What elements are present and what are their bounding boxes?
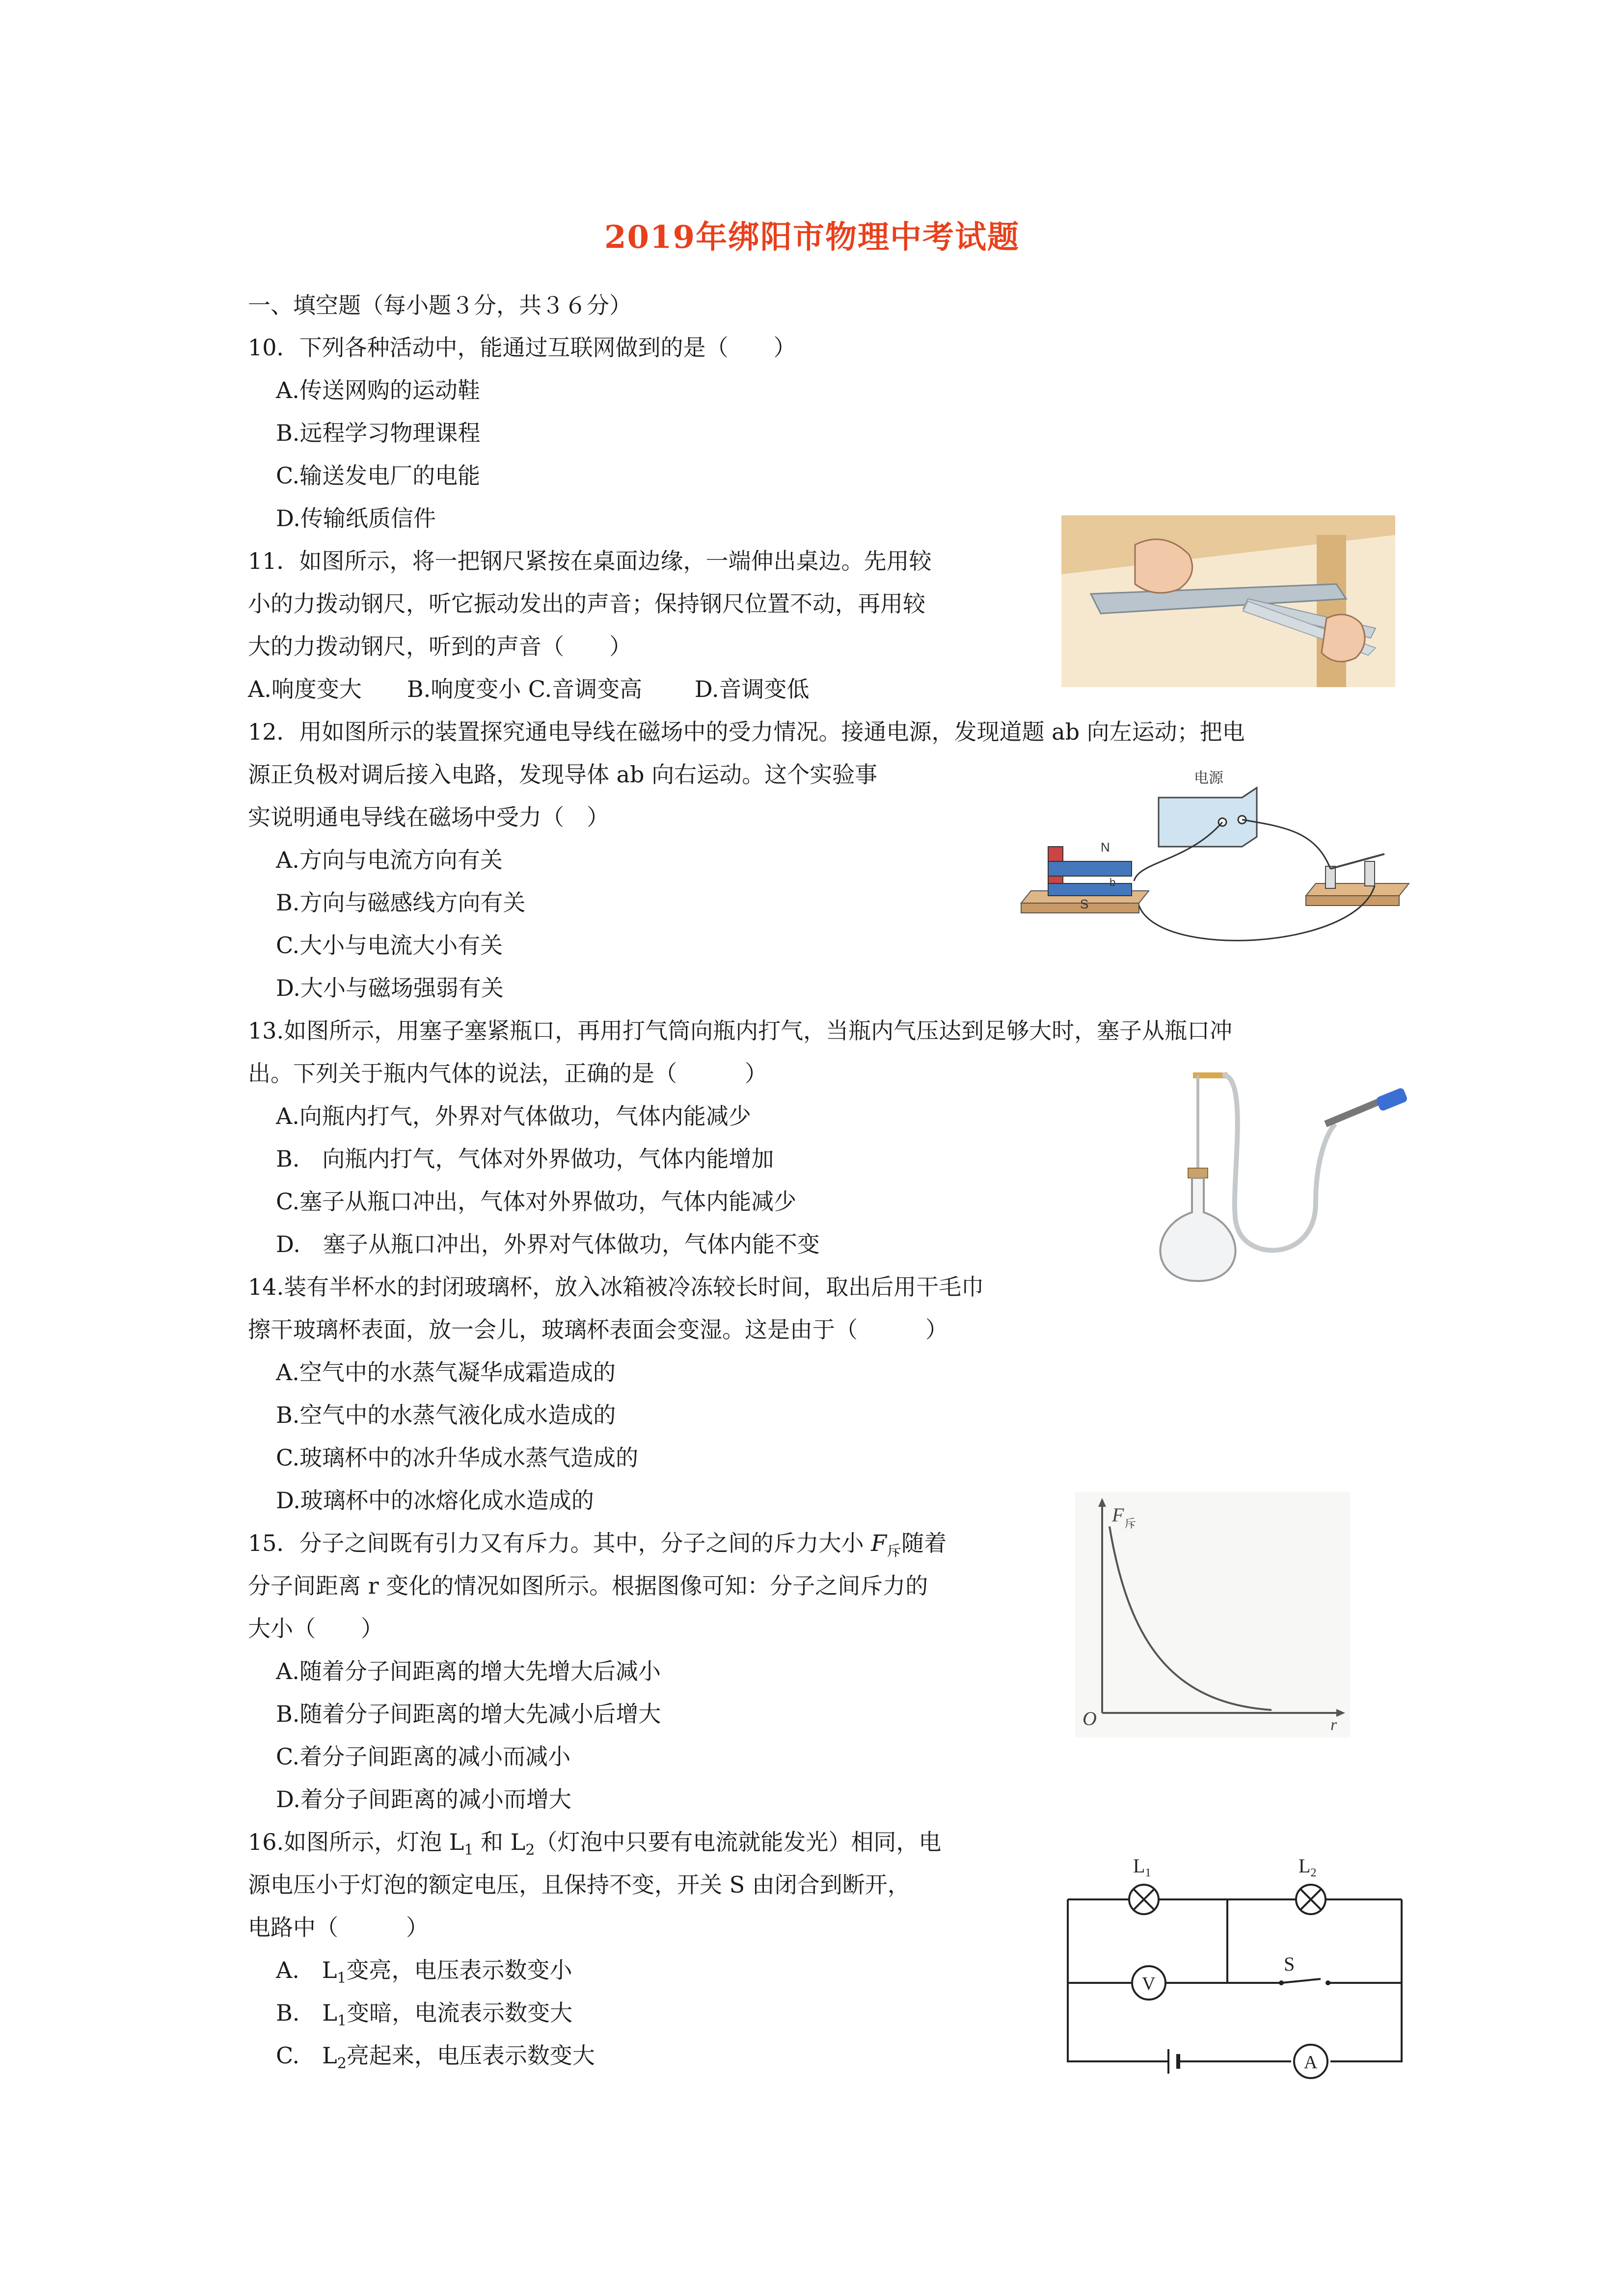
q16-option-c: C. $L_2$亮起来，电压表示数变大 xyxy=(276,2042,595,2073)
switch xyxy=(1326,866,1335,888)
q15-option-a: A.随着分子间距离的增大先增大后减小 xyxy=(276,1658,661,1684)
q16-option-b: B. $L_1$变暗，电流表示数变大 xyxy=(276,2000,573,2030)
q15-option-d: D.着分子间距离的减小而增大 xyxy=(276,1786,571,1813)
q11-line-3: 大的力拨动钢尺，听到的声音（ ） xyxy=(248,633,632,660)
section-heading: 一、填空题（每小题３分，共３６分） xyxy=(248,292,632,319)
ammeter-label: A xyxy=(1304,2052,1318,2073)
b-label: b xyxy=(1110,876,1116,888)
lamp-l2 xyxy=(1296,1885,1326,1914)
origin-label: O xyxy=(1083,1708,1097,1730)
q10-option-a: A.传送网购的运动鞋 xyxy=(276,377,480,403)
q12-line-3: 实说明通电导线在磁场中受力（ ） xyxy=(248,804,609,830)
q13-line-2: 出。下列关于瓶内气体的说法，正确的是（ ） xyxy=(248,1060,767,1087)
ruler-table-figure xyxy=(1061,515,1395,687)
q15-line-1: 15．分子之间既有引力又有斥力。其中，分子之间的斥力大小 $F_斥$随着 xyxy=(248,1530,947,1560)
q10-option-d: D.传输纸质信件 xyxy=(276,505,436,532)
air-pump xyxy=(1326,1099,1384,1124)
q11-line-2: 小的力拨动钢尺，听它振动发出的声音；保持钢尺位置不动，再用较 xyxy=(248,590,925,617)
q10-stem: 10．下列各种活动中，能通过互联网做到的是（ ） xyxy=(248,334,796,361)
q12-option-d: D.大小与磁场强弱有关 xyxy=(276,975,504,1001)
q12-option-a: A.方向与电流方向有关 xyxy=(276,847,503,873)
lamp-l1 xyxy=(1129,1885,1159,1914)
q12-line-2: 源正负极对调后接入电路，发现导体 ab 向右运动。这个实验事 xyxy=(248,761,878,788)
q16-line-3: 电路中（ ） xyxy=(248,1914,429,1941)
q10-option-b: B.远程学习物理课程 xyxy=(276,420,481,446)
magnet-circuit-figure xyxy=(1011,763,1414,969)
circuit-diagram xyxy=(1060,1845,1414,2081)
q14-option-a: A.空气中的水蒸气凝华成霜造成的 xyxy=(276,1359,616,1386)
flask-pump-figure xyxy=(1129,1055,1414,1286)
voltmeter-label: V xyxy=(1142,1974,1156,1994)
q11-line-1: 11．如图所示，将一把钢尺紧按在桌面边缘，一端伸出桌边。先用较 xyxy=(248,548,932,574)
q13-line-1: 13.如图所示，用塞子塞紧瓶口，再用打气筒向瓶内打气，当瓶内气压达到足够大时，塞子从瓶口冲 xyxy=(248,1017,1233,1044)
q13-option-d: D. 塞子从瓶口冲出，外界对气体做功，气体内能不变 xyxy=(276,1231,820,1257)
y-axis-sub: 斥 xyxy=(1124,1518,1136,1530)
stopper xyxy=(1188,1168,1208,1178)
q14-line-2: 擦干玻璃杯表面，放一会儿，玻璃杯表面会变湿。这是由于（ ） xyxy=(248,1316,948,1343)
x-axis-label: r xyxy=(1330,1716,1337,1734)
table-leg xyxy=(1317,535,1346,687)
q12-option-b: B.方向与磁感线方向有关 xyxy=(276,889,526,916)
q15-line-2: 分子间距离 r 变化的情况如图所示。根据图像可知：分子之间斥力的 xyxy=(248,1573,928,1599)
page-title: 2019年绑阳市物理中考试题 xyxy=(604,219,1020,256)
repulsion-graph xyxy=(1075,1492,1350,1737)
q12-option-c: C.大小与电流大小有关 xyxy=(276,932,503,959)
y-axis-label: F xyxy=(1112,1504,1124,1526)
q10-option-c: C.输送发电厂的电能 xyxy=(276,462,481,489)
flask xyxy=(1160,1178,1235,1281)
q15-line-3: 大小（ ） xyxy=(248,1615,383,1642)
q11-options: A.响度变大 B.响度变小 C.音调变高 D.音调变低 xyxy=(248,676,810,702)
q16-line-1: 16.如图所示，灯泡 $L_1$ 和 $L_2$（灯泡中只要有电流就能发光）相同，电 xyxy=(248,1829,942,1859)
q16-option-a: A. $L_1$变亮，电压表示数变小 xyxy=(276,1957,572,1987)
q12-line-1: 12．用如图所示的装置探究通电导线在磁场中的受力情况。接通电源，发现道题 ab 向左运动；把电 xyxy=(248,719,1245,745)
l2-label: $L_2$ xyxy=(1299,1855,1317,1879)
switch-label: S xyxy=(1284,1953,1295,1975)
q14-option-c: C.玻璃杯中的冰升华成水蒸气造成的 xyxy=(276,1444,639,1471)
power-label: 电源 xyxy=(1194,770,1223,786)
q16-line-2: 源电压小于灯泡的额定电压，且保持不变，开关 S 由闭合到断开， xyxy=(248,1871,910,1898)
q14-line-1: 14.装有半杯水的封闭玻璃杯，放入冰箱被冷冻较长时间，取出后用干毛巾 xyxy=(248,1274,984,1300)
q13-option-b: B. 向瓶内打气，气体对外界做功，气体内能增加 xyxy=(276,1146,774,1172)
q13-option-a: A.向瓶内打气，外界对气体做功，气体内能减少 xyxy=(276,1103,751,1129)
q13-option-c: C.塞子从瓶口冲出，气体对外界做功，气体内能减少 xyxy=(276,1188,797,1215)
q15-option-c: C.着分子间距离的减小而减小 xyxy=(276,1743,571,1770)
l1-label: $L_1$ xyxy=(1133,1855,1151,1879)
q15-option-b: B.随着分子间距离的增大先减小后增大 xyxy=(276,1701,661,1727)
south-label: S xyxy=(1080,897,1089,911)
q14-option-b: B.空气中的水蒸气液化成水造成的 xyxy=(276,1402,616,1428)
q14-option-d: D.玻璃杯中的冰熔化成水造成的 xyxy=(276,1487,594,1514)
north-label: N xyxy=(1101,840,1110,854)
hand-icon xyxy=(1322,614,1365,662)
